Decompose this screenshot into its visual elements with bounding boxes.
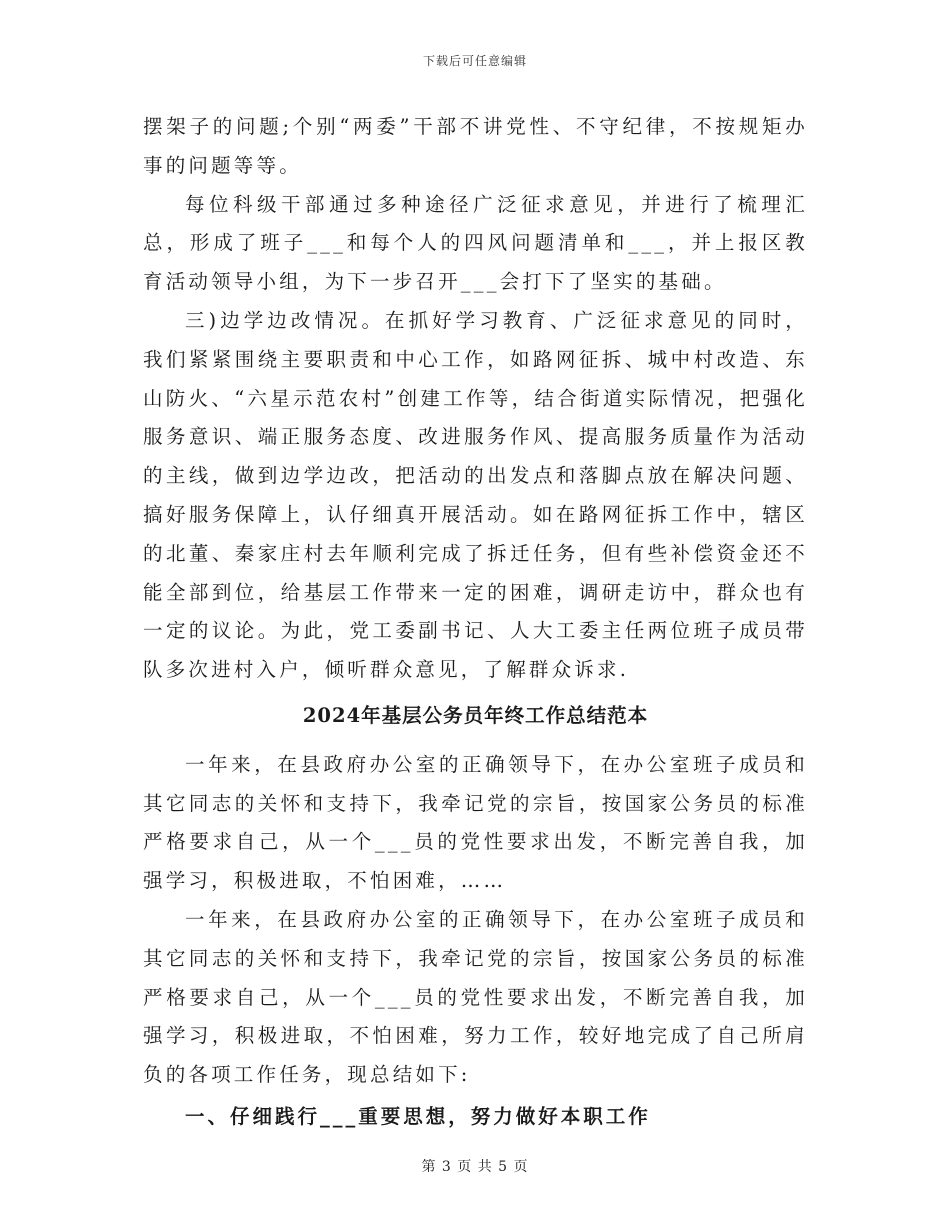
paragraph-continuation: 摆架子的问题;个别“两委”干部不讲党性、不守纪律，不按规矩办事的问题等等。	[143, 115, 808, 177]
paragraph-intro-full: 一年来，在县政府办公室的正确领导下，在办公室班子成员和其它同志的关怀和支持下，我牵记党的宗旨，按国家公务员的标准严格要求自己，从一个___员的党性要求出发，不断完善自我，加强学习，积极进取，不怕困难，努力工作，较好地完成了自己所肩负的各项工作任务，现总结如下:	[143, 907, 808, 1087]
page-footer: 第 3 页 共 5 页	[421, 1159, 529, 1175]
paragraph-learn-and-improve: 三)边学边改情况。在抓好学习教育、广泛征求意见的同时，我们紧紧围绕主要职责和中心工作，如路网征拆、城中村改造、东山防火、“六星示范农村”创建工作等，结合街道实际情况，把强化服务意识、端正服务态度、改进服务作风、提高服务质量作为活动的主线，做到边学边改，把活动的出发点和落脚点放在解决问题、搞好服务保障上，认仔细真开展活动。如在路网征拆工作中，辖区的北董、秦家庄村去年顺利完成了拆迁任务，但有些补偿资金还不能全部到位，给基层工作带来一定的困难，调研走访中，群众也有一定的议论。为此，党工委副书记、人大工委主任两位班子成员带队多次进村入户，倾听群众意见，了解群众诉求.	[143, 308, 808, 682]
document-body	[143, 108, 808, 1137]
paragraph-feedback-summary: 每位科级干部通过多种途径广泛征求意见，并进行了梳理汇总，形成了班子___和每个人的四风问题清单和___，并上报区教育活动领导小组，为下一步召开___会打下了坚实的基础。	[143, 192, 808, 294]
subheading-one: 一、仔细践行___重要思想，努力做好本职工作	[185, 1104, 651, 1128]
section-title: 2024年基层公务员年终工作总结范本	[302, 703, 649, 727]
paragraph-intro-excerpt: 一年来，在县政府办公室的正确领导下，在办公室班子成员和其它同志的关怀和支持下，我牵记党的宗旨，按国家公务员的标准严格要求自己，从一个___员的党性要求出发，不断完善自我，加强学习，积极进取，不怕困难，……	[143, 752, 808, 893]
page-header: 下载后可任意编辑	[422, 54, 527, 68]
